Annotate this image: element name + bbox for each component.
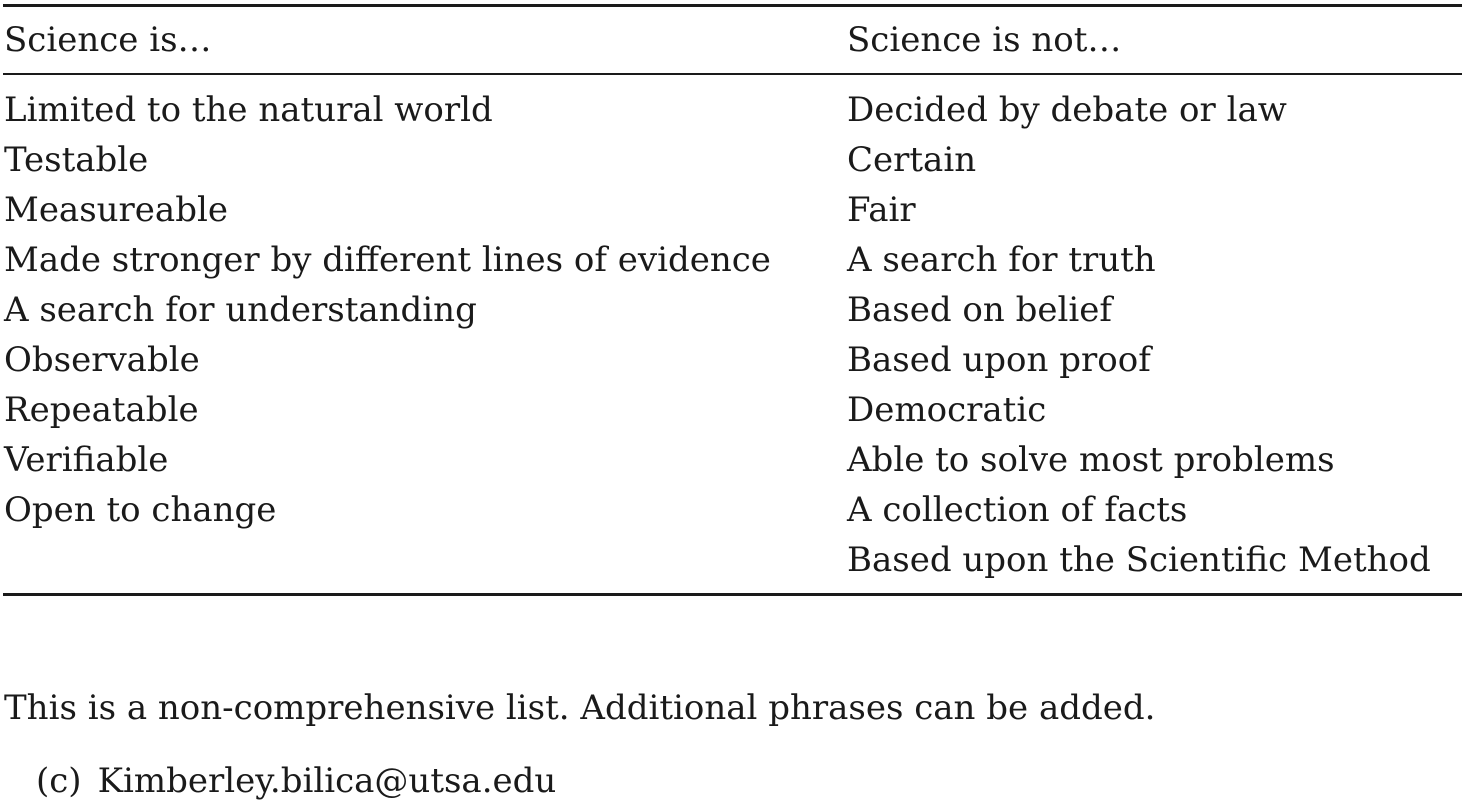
contact-email: Kimberley.bilica@utsa.edu (97, 761, 557, 801)
science-is-not-item: Decided by debate or law (847, 90, 1287, 130)
science-is-item: Verifiable (4, 440, 169, 480)
table-header-rule (3, 73, 1462, 75)
science-is-item: Observable (4, 340, 200, 380)
science-is-list (4, 85, 771, 535)
header-science-is: Science is… (4, 20, 212, 60)
footnote-text: This is a non-comprehensive list. Additional phrases can be added. (4, 688, 1156, 728)
header-science-is-not: Science is not… (847, 20, 1122, 60)
science-is-item: Limited to the natural world (4, 90, 493, 130)
science-is-not-list (847, 85, 1431, 585)
science-is-not-item: Based upon the Scientific Method (847, 540, 1431, 580)
science-is-item: Measureable (4, 190, 228, 230)
table-top-rule (3, 4, 1462, 7)
science-is-not-item: A search for truth (847, 240, 1156, 280)
copyright-mark: (c) (36, 761, 82, 801)
science-is-not-item: Democratic (847, 390, 1047, 430)
science-is-not-item: Able to solve most problems (847, 440, 1335, 480)
science-is-not-item: Certain (847, 140, 977, 180)
science-is-item: Repeatable (4, 390, 199, 430)
table-bottom-rule (3, 593, 1462, 596)
science-is-not-item: A collection of facts (847, 490, 1188, 530)
science-is-not-item: Based on belief (847, 290, 1112, 330)
science-is-item: Testable (4, 140, 149, 180)
science-is-item: Made stronger by different lines of evidence (4, 240, 771, 280)
science-is-item: Open to change (4, 490, 277, 530)
science-is-item: A search for understanding (4, 290, 477, 330)
science-is-not-item: Fair (847, 190, 916, 230)
copyright-line (36, 756, 556, 806)
science-is-not-item: Based upon proof (847, 340, 1151, 380)
